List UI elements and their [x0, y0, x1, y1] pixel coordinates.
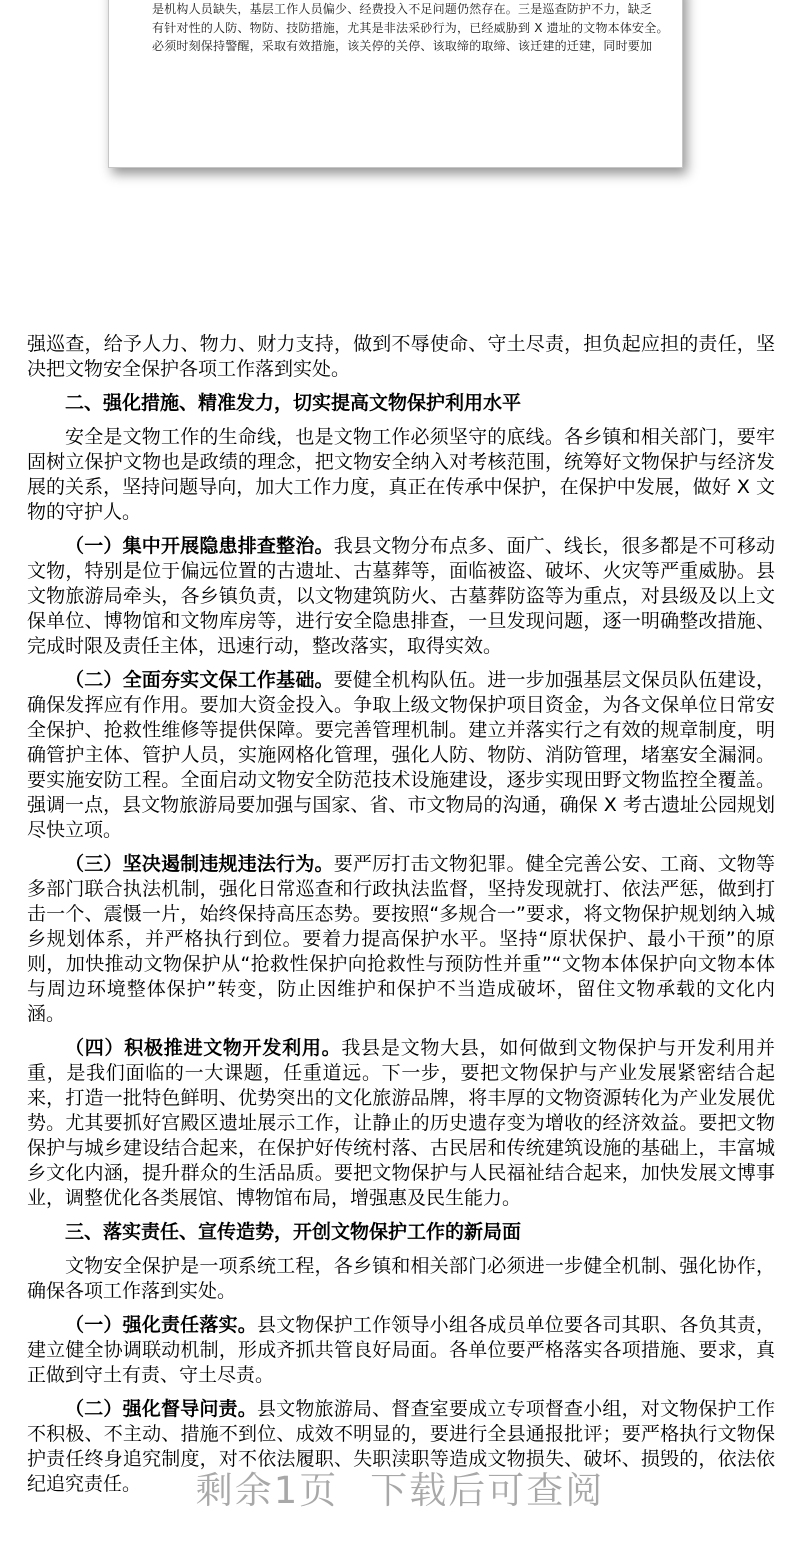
thumbnail-text-line: 必须时刻保持警醒，采取有效措施，该关停的关停、该取缔的取缔、该迁建的迁建，同时要加 [152, 39, 653, 53]
paragraph-text: 我县是文物大县，如何做到文物保护与开发利用并重，是我们面临的一大课题，任重道远。下一步，要把文物保护与产业发展紧密结合起来，打造一批特色鲜明、优势突出的文化旅游品牌，将丰厚的文物资源转化为产业发展优势。尤其要抓好宫殿区遗址展示工作，让静止的历史遗存变为增收的经济效益。要把文物保护与城乡建设结合起来，在保护好传统村落、古民居和传统建筑设施的基础上，丰富城乡文化内涵，提升群众的生活品质。要把文物保护与人民福祉结合起来，加快发展文博事业，调整优化各类展馆、博物馆布局，增强惠及民生能力。 [27, 1037, 775, 1209]
para-continuation [27, 332, 775, 382]
paragraph-text: 要严厉打击文物犯罪。健全完善公安、工商、文物等多部门联合执法机制，强化日常巡查和行政执法监督，坚持发现就打、依法严惩，做到打击一个、震慑一片，始终保持高压态势。要按照“多规合一”要求，将文物保护规划纳入城乡规划体系，并严格执行到位。要着力提高保护水平。坚持“原状保护、最小干预”的原则，加快推动文物保护从“抢救性保护向抢救性与预防性并重”“文物本体保护向文物本体与周边环境整体保护”转变，防止因维护和保护不当造成破坏，留住文物承载的文化内涵。 [27, 853, 775, 1025]
para-item-2-2 [27, 668, 775, 843]
paragraph-text: 安全是文物工作的生命线，也是文物工作必须坚守的底线。各乡镇和相关部门，要牢固树立保护文物也是政绩的理念，把文物安全纳入对考核范围，统筹好文物保护与经济发展的关系，坚持问题导向，加大工作力度，真正在传承中保护，在保护中发展，做好 X 文物的守护人。 [27, 426, 775, 523]
para-section-3-intro [27, 1254, 775, 1304]
paragraph-lead: （二）全面夯实文保工作基础。 [65, 669, 334, 691]
paragraph-lead: （二）强化督导问责。 [65, 1398, 257, 1420]
para-item-2-4 [27, 1036, 775, 1211]
paragraph-text: 要健全机构队伍。进一步加强基层文保员队伍建设，确保发挥应有作用。要加大资金投入。争取上级文物保护项目资金，为各文保单位日常安全保护、抢救性维修等提供保障。要完善管理机制。建立并落实行之有效的规章制度，明确管护主体、管护人员，实施网格化管理，强化人防、物防、消防管理，堵塞安全漏洞。要实施安防工程。全面启动文物安全防范技术设施建设，逐步实现田野文物监控全覆盖。强调一点，县文物旅游局要加强与国家、省、市文物局的沟通，确保 X 考古遗址公园规划尽快立项。 [27, 669, 775, 841]
footer-hint [0, 1460, 800, 1514]
paragraph-text: 强巡查，给予人力、物力、财力支持，做到不辱使命、守土尽责，担负起应担的责任，坚决把文物安全保护各项工作落到实处。 [27, 333, 775, 380]
paragraph-lead: （一）集中开展隐患排查整治。 [65, 535, 334, 557]
paragraph-text: 县文物保护工作领导小组各成员单位要各司其职、各负其责，建立健全协调联动机制，形成齐抓共管良好局面。各单位要严格落实各项措施、要求，真正做到守土有责、守土尽责。 [27, 1314, 775, 1386]
thumbnail-text-line: 有针对性的人防、物防、技防措施，尤其是非法采砂行为，已经威胁到 X 遗址的文物本体安全。 [152, 20, 669, 35]
heading-section-2 [27, 391, 775, 416]
heading-section-3 [27, 1220, 775, 1245]
para-item-2-1 [27, 534, 775, 659]
footer-remaining-pages: 剩余1页 [195, 1469, 339, 1512]
thumbnail-text-line: 是机构人员缺失，基层工作人员偏少、经费投入不足问题仍然存在。三是巡查防护不力，缺乏 [152, 2, 653, 16]
paragraph-text: 我县文物分布点多、面广、线长，很多都是不可移动文物，特别是位于偏远位置的古遗址、古墓葬等，面临被盗、破坏、火灾等严重威胁。县文物旅游局牵头，各乡镇负责，以文物建筑防火、古墓葬防盗等为重点，对县级及以上文保单位、博物馆和文物库房等，进行安全隐患排查，一旦发现问题，逐一明确整改措施、完成时限及责任主体，迅速行动，整改落实，取得实效。 [27, 535, 775, 657]
paragraph-text: 县文物旅游局、督查室要成立专项督查小组，对文物保护工作不积极、不主动、措施不到位、成效不明显的，要进行全县通报批评；要严格执行文物保护责任终身追究制度，对不依法履职、失职渎职等造成文物损失、破坏、损毁的，依法依纪追究责任。 [27, 1398, 775, 1495]
para-item-2-3 [27, 852, 775, 1027]
page-thumbnail-text [152, 0, 669, 56]
document-body [27, 332, 775, 1506]
paragraph-text: 二、强化措施、精准发力，切实提高文物保护利用水平 [65, 392, 522, 414]
paragraph-lead: （一）强化责任落实。 [65, 1314, 257, 1336]
para-item-3-1 [27, 1313, 775, 1388]
paragraph-lead: （三）坚决遏制违规违法行为。 [65, 853, 334, 875]
paragraph-lead: （四）积极推进文物开发利用。 [65, 1037, 342, 1059]
paragraph-text: 三、落实责任、宣传造势，开创文物保护工作的新局面 [65, 1221, 522, 1243]
footer-download-hint: 下载后可查阅 [370, 1469, 605, 1512]
page-thumbnail[interactable] [108, 0, 683, 168]
paragraph-text: 文物安全保护是一项系统工程，各乡镇和相关部门必须进一步健全机制、强化协作，确保各项工作落到实处。 [27, 1255, 775, 1302]
para-section-2-intro [27, 425, 775, 525]
